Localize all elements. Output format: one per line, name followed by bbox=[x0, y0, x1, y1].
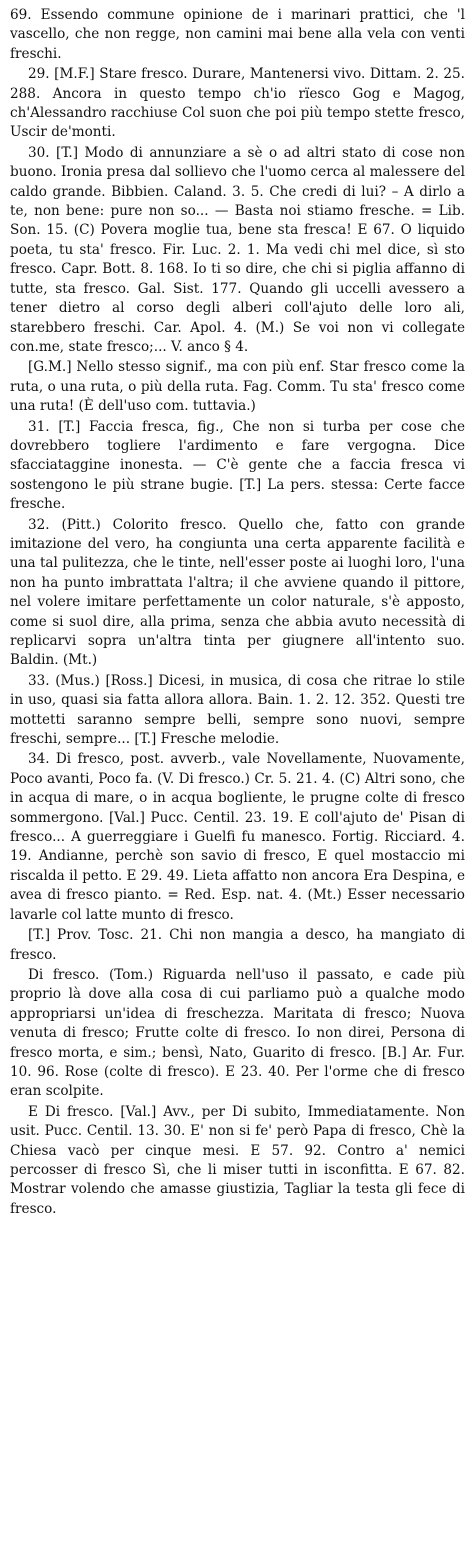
paragraph-29-stare-fresco: 29. [M.F.] Stare fresco. Durare, Mantenersi vivo. Dittam. 2. 25. 288. Ancora in questo tempo ch'io rïesco Gog e Magog, ch'Alessandro racchiuse Col suon che poi più tempo stette fresco, Uscir de'monti. bbox=[10, 66, 465, 141]
paragraph-di-fresco-immediately: E Di fresco. [Val.] Avv., per Di subito, Immediatamente. Non usit. Pucc. Centil. 13. 30. E' non si fe' però Papa di fresco, Chè la Chiesa vacò per cinque mesi. E 57. 92. Contro a' nemici percosser di fresco Sì, che li miser tutti in isconfitta. E 67. 82. Mostrar volendo che amasse giustizia, Tagliar la testa gli fece di fresco. bbox=[10, 1103, 465, 1217]
paragraph-di-fresco-usage: Di fresco. (Tom.) Riguarda nell'uso il passato, e cade più proprio là dove alla cosa di cui parliamo può a qualche modo appropriarsi un'idea di freschezza. Maritata di fresco; Nuova venuta di fresco; Frutte colte di fresco. Io non direi, Persona di fresco morta, e sim.; bensì, Nato, Guarito di fresco. [B.] Ar. Fur. 10. 96. Rose (colte di fresco). E 23. 40. Per l'orme che di fresco eran scolpite. bbox=[10, 966, 465, 1100]
paragraph-30-irony: 30. [T.] Modo di annunziare a sè o ad altri stato di cose non buono. Ironia presa dal sollievo che l'uomo cerca al malessere del caldo grande. Bibbien. Caland. 3. 5. Che credi di lui? – A dirlo a te, non bene: pure non so... — Basta noi stiamo fresche. = Lib. Son. 15. (C) Povera moglie tua, bene sta fresca! E 67. O liquido poeta, tu sta' fresco. Fir. Luc. 2. 1. Ma vedi chi mel dice, sì sto fresco. Capr. Bott. 8. 168. Io ti so dire, che chi si piglia affanno di tutte, sta fresco. Gal. Sist. 177. Quando gli uccelli avessero a tener dietro al corso degli alberi coll'ajuto delle loro ali, starebbero freschi. Car. Apol. 4. (M.) Se voi non vi collegate con.me, state fresco;... V. anco § 4. bbox=[10, 144, 465, 355]
paragraph-33-music: 33. (Mus.) [Ross.] Dicesi, in musica, di cosa che ritrae lo stile in uso, quasi sia fatta allora allora. Bain. 1. 2. 12. 352. Questi tre mottetti saranno sempre belli, sempre sono nuovi, sempre freschi, sempre... [T.] Fresche melodie. bbox=[10, 672, 465, 748]
paragraph-fresco-come-ruta: [G.M.] Nello stesso signif., ma con più enf. Star fresco come la ruta, o una ruta, o più della ruta. Fag. Comm. Tu sta' fresco come una ruta! (È dell'uso com. tuttavia.) bbox=[10, 359, 465, 415]
paragraph-proverb: [T.] Prov. Tosc. 21. Chi non mangia a desco, ha mangiato di fresco. bbox=[10, 927, 465, 963]
paragraph-69: 69. Essendo commune opinione de i marinari prattici, che 'l vascello, che non regge, non camini mai bene alla vela con venti freschi. bbox=[10, 7, 465, 62]
paragraph-31-faccia-fresca: 31. [T.] Faccia fresca, fig., Che non si turba per cose che dovrebbero togliere l'ardimento e fare vergogna. Dice sfacciataggine inonesta. — C'è gente che a faccia fresca vi sostengono le più strane bugie. [T.] La pers. stessa: Certe facce fresche. bbox=[10, 418, 465, 513]
paragraph-34-di-fresco: 34. Di fresco, post. avverb., vale Novellamente, Nuovamente, Poco avanti, Poco fa. (V. Di fresco.) Cr. 5. 21. 4. (C) Altri sono, che in acqua di mare, o in acqua bogliente, le prugne colte di fresco sommergono. [Val.] Pucc. Centil. 23. 19. E coll'ajuto de' Pisan di fresco... A guerreggiare i Guelfi fu manesco. Fortig. Ricciard. 4. 19. Andianne, perchè son savio di fresco, E quel mostaccio mi riscalda il petto. E 29. 49. Lieta affatto non ancora Era Despina, e avea di fresco pianto. = Red. Esp. nat. 4. (Mt.) Esser necessario lavarle col latte munto di fresco. bbox=[10, 751, 465, 923]
paragraph-32-colorito-fresco: 32. (Pitt.) Colorito fresco. Quello che, fatto con grande imitazione del vero, ha congiunta una certa apparente facilità e una tal pulitezza, che le tinte, nell'esser poste ai luoghi loro, l'una non ha punto imbrattata l'altra; il che avviene quando il pittore, nel volere imitare perfettamente un color naturale, s'è apposto, come si suol dire, alla prima, senza che abbia avuto necessità di replicarvi sopra un'altra tinta per giugnere all'intento suo. Baldin. (Mt.) bbox=[10, 516, 465, 669]
